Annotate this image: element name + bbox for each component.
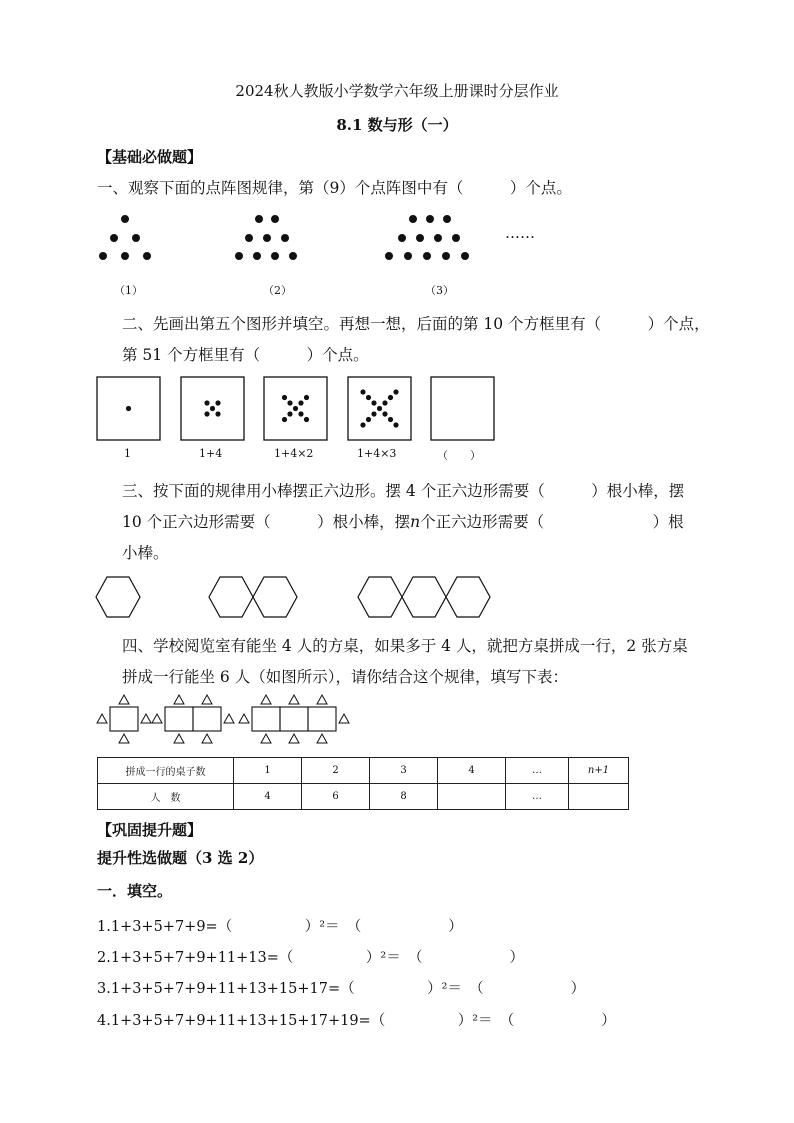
table-cell-blank[interactable] <box>569 784 629 810</box>
dot <box>382 400 387 405</box>
dot <box>143 252 151 260</box>
table-cell: … <box>506 784 569 810</box>
dot <box>461 252 469 260</box>
dot <box>360 422 365 427</box>
q2-caption-1: 1 <box>124 447 131 460</box>
q3-var-n: n <box>410 513 421 531</box>
dot <box>215 411 220 416</box>
square-4 <box>348 377 411 440</box>
dot <box>210 406 215 411</box>
dot <box>126 406 131 411</box>
dot <box>281 234 289 242</box>
q4-line1: 四、学校阅览室有能坐 4 人的方桌，如果多于 4 人，就把方桌拼成一行，2 张方桌 <box>122 637 688 655</box>
hexagon <box>358 577 402 617</box>
dot <box>287 411 292 416</box>
page-title: 2024秋人教版小学数学六年级上册课时分层作业 <box>235 82 559 100</box>
dot <box>409 215 417 223</box>
fill-item-2: 2.1+3+5+7+9+11+13=（ ）²＝ （ ） <box>97 950 524 966</box>
section-improve: 【巩固提升题】 <box>97 821 203 839</box>
q2-caption-3: 1+4×2 <box>274 447 314 460</box>
square-2 <box>181 377 244 440</box>
square-3 <box>264 377 327 440</box>
q2-caption-5: （ ） <box>437 449 481 462</box>
dot <box>452 234 460 242</box>
dot <box>282 417 287 422</box>
table-cell: 4 <box>234 784 302 810</box>
dot <box>385 252 393 260</box>
q2-caption-4: 1+4×3 <box>357 447 397 460</box>
square-figures <box>96 376 496 444</box>
improve-subtitle: 提升性选做题（3 选 2） <box>97 849 264 867</box>
dot <box>215 400 220 405</box>
dot <box>263 234 271 242</box>
table-arrangement-figures <box>95 692 365 748</box>
dot <box>304 417 309 422</box>
fill-title: 一．填空。 <box>97 882 173 900</box>
table-cell: 2 <box>302 758 370 784</box>
table-cell: n+1 <box>569 758 629 784</box>
dot <box>388 417 393 422</box>
q4-table <box>97 757 629 810</box>
dot <box>298 411 303 416</box>
square-1 <box>97 377 160 440</box>
dot <box>271 215 279 223</box>
dot <box>442 252 450 260</box>
hexagon <box>209 577 253 617</box>
q4-line2: 拼成一行能坐 6 人（如图所示），请你结合这个规律，填写下表： <box>122 668 568 686</box>
fill-item-4: 4.1+3+5+7+9+11+13+15+17+19=（ ）²＝ （ ） <box>97 1013 616 1029</box>
dot <box>271 252 279 260</box>
dot <box>99 252 107 260</box>
fill-item-3: 3.1+3+5+7+9+11+13+15+17=（ ）²＝ （ ） <box>97 981 586 997</box>
table-cell: 6 <box>302 784 370 810</box>
dot <box>388 395 393 400</box>
q1-ellipsis: …… <box>505 224 535 242</box>
dot <box>426 215 434 223</box>
dot <box>110 234 118 242</box>
q3-line1: 三、按下面的规律用小棒摆正六边形。摆 4 个正六边形需要（ ）根小棒，摆 <box>122 482 685 500</box>
dot-triangle-3 <box>381 208 491 268</box>
dot <box>245 234 253 242</box>
dot <box>121 215 129 223</box>
dot <box>366 395 371 400</box>
table-cell: 8 <box>370 784 438 810</box>
table-header-cell: 拼成一行的桌子数 <box>98 758 234 784</box>
square-5-empty <box>431 377 494 440</box>
q2-line2: 第 51 个方框里有（ ）个点。 <box>122 346 369 364</box>
table-row <box>98 784 629 810</box>
dot <box>423 252 431 260</box>
dot <box>204 400 209 405</box>
dot <box>393 389 398 394</box>
section-basic: 【基础必做题】 <box>97 148 203 166</box>
dot <box>282 395 287 400</box>
table-cell: … <box>506 758 569 784</box>
three-tables <box>239 695 349 743</box>
dot <box>371 400 376 405</box>
q2-caption-2: 1+4 <box>199 447 223 460</box>
two-tables <box>152 695 234 743</box>
dot <box>377 406 382 411</box>
dot <box>382 411 387 416</box>
hexagon <box>402 577 446 617</box>
dot <box>298 400 303 405</box>
table-header-cell: 人 数 <box>98 784 234 810</box>
q1-caption-1: （1） <box>114 284 143 297</box>
q1-caption-3: （3） <box>425 284 454 297</box>
q2-line1: 二、先画出第五个图形并填空。再想一想，后面的第 10 个方框里有（ ）个点， <box>122 315 710 333</box>
dot <box>360 389 365 394</box>
page-subtitle: 8.1 数与形（一） <box>336 116 458 134</box>
dot <box>255 215 263 223</box>
dot <box>235 252 243 260</box>
dot <box>289 252 297 260</box>
dot <box>416 234 424 242</box>
dot <box>393 422 398 427</box>
table-cell-blank[interactable] <box>438 784 506 810</box>
hexagon <box>446 577 490 617</box>
table-cell: 3 <box>370 758 438 784</box>
dot <box>371 411 376 416</box>
dot <box>304 395 309 400</box>
fill-item-1: 1.1+3+5+7+9=（ ）²＝ （ ） <box>97 919 463 935</box>
table-row <box>98 758 629 784</box>
dot-triangle-2 <box>232 208 312 268</box>
q1-text: 一、观察下面的点阵图规律，第（9）个点阵图中有（ ）个点。 <box>97 179 572 197</box>
table-cell: 1 <box>234 758 302 784</box>
dot <box>443 215 451 223</box>
dot <box>434 234 442 242</box>
q3-line2: 10 个正六边形需要（ ）根小棒，摆 <box>122 513 411 531</box>
dot <box>293 406 298 411</box>
dot <box>398 234 406 242</box>
dot <box>204 411 209 416</box>
hexagon-figures <box>95 570 495 626</box>
dot <box>404 252 412 260</box>
q1-caption-2: （2） <box>263 284 292 297</box>
dot <box>121 252 129 260</box>
dot <box>287 400 292 405</box>
hexagon <box>253 577 297 617</box>
q3-line3: 小棒。 <box>122 544 169 562</box>
one-table <box>97 695 151 743</box>
dot <box>366 417 371 422</box>
table-cell: 4 <box>438 758 506 784</box>
dot <box>132 234 140 242</box>
dot <box>253 252 261 260</box>
q3-line2b: 个正六边形需要（ ）根 <box>420 513 684 531</box>
dot-triangle-1 <box>95 208 165 268</box>
hexagon <box>96 577 140 617</box>
